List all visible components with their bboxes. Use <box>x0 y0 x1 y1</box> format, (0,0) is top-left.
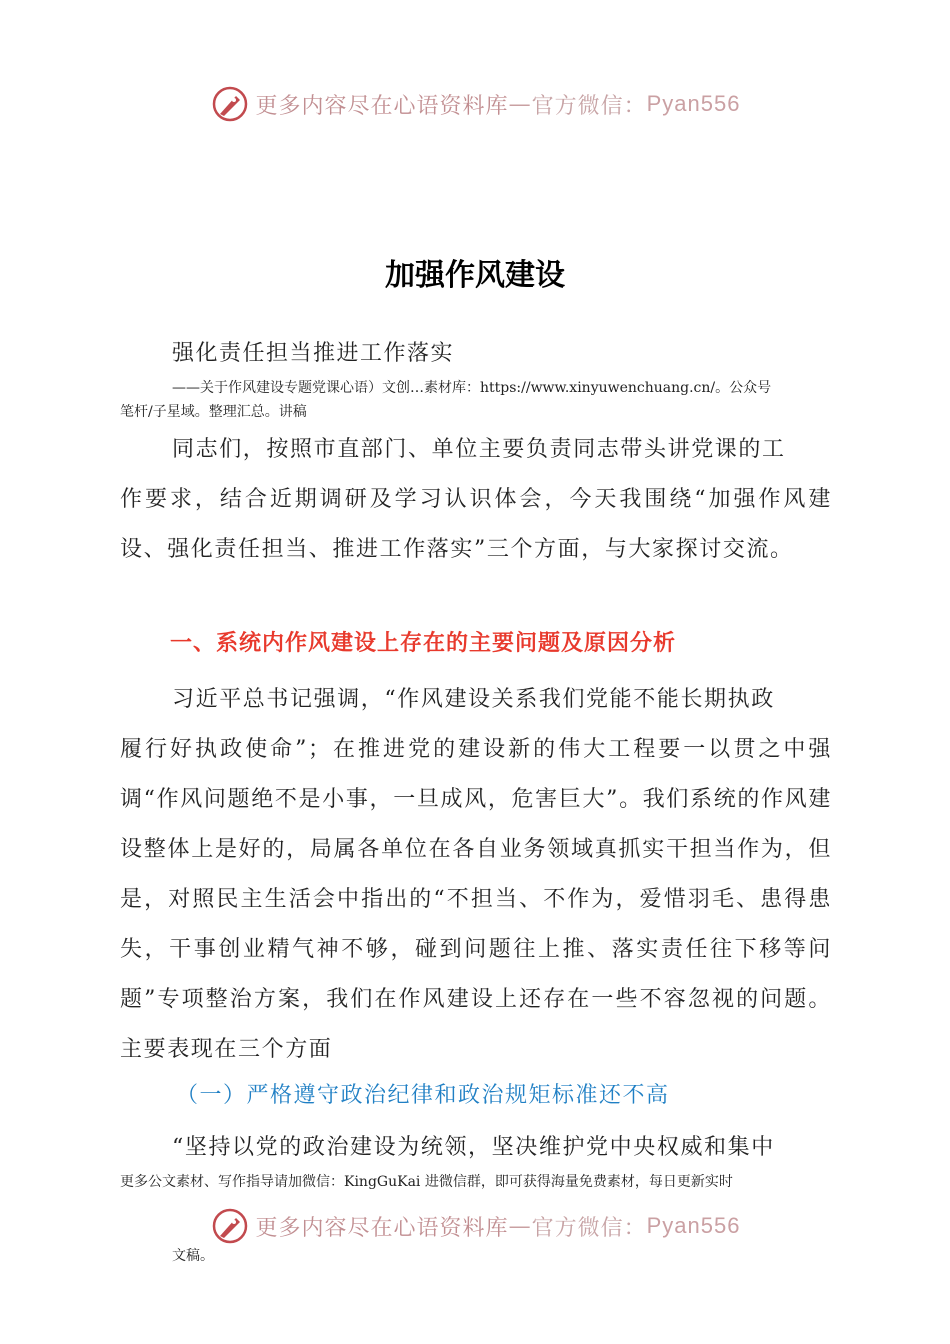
watermark-dash: — <box>508 91 532 117</box>
watermark-wechat-label: 官方微信： <box>531 1215 647 1241</box>
intro-paragraph-first-line: 同志们，按照市直部门、单位主要负责同志带头讲党课的工 <box>172 437 786 462</box>
pen-nib-logo-icon <box>210 1206 250 1246</box>
watermark-banner-bottom <box>0 1206 950 1246</box>
source-note-line2: 笔杆/子星域。整理汇总。讲稿 <box>120 404 307 420</box>
subsection1-paragraph-first-line: “坚持以党的政治建设为统领，坚决维护党中央权威和集中 <box>172 1135 775 1160</box>
subsection-heading-1: （一）严格遵守政治纪律和政治规矩标准还不高 <box>176 1083 670 1108</box>
source-note-line1: ——关于作风建设专题党课心语）文创…素材库：https://www.xinyuwenchuang.cn/。公众号 <box>172 380 772 396</box>
section-heading-1: 一、系统内作风建设上存在的主要问题及原因分析 <box>170 631 677 656</box>
source-note <box>120 376 832 424</box>
watermark-wechat-id: Pyan556 <box>646 91 741 116</box>
section1-paragraph-first-line: 习近平总书记强调，“作风建设关系我们党能不能长期执政 <box>172 687 775 712</box>
pen-nib-logo-icon <box>210 84 250 124</box>
document-title: 加强作风建设 <box>385 258 565 293</box>
footer-note-line1: 更多公文素材、写作指导请加微信：KingGuKai 进微信群，即可获得海量免费素材，每日更新实时 <box>120 1174 733 1190</box>
watermark-site-text: 更多内容尽在心语资料库 <box>255 93 509 119</box>
watermark-site-text: 更多内容尽在心语资料库 <box>255 1215 509 1241</box>
watermark-banner-top <box>0 84 950 124</box>
watermark-wechat-label: 官方微信： <box>531 93 647 119</box>
section1-paragraph <box>120 675 832 1075</box>
section1-paragraph-rest: 履行好执政使命”；在推进党的建设新的伟大工程要一以贯之中强调“作风问题绝不是小事，一旦成风，危害巨大”。我们系统的作风建设整体上是好的，局属各单位在各自业务领域真抓实干担当作为，但是，对照民主生活会中指出的“不担当、不作为，爱惜羽毛、患得患失，干事创业精气神不够，碰到问题往上推、落实责任往下移等问题”专项整治方案，我们在作风建设上还存在一些不容忽视的问题。主要表现在三个方面 <box>120 737 832 1062</box>
watermark-dash: — <box>508 1213 532 1239</box>
footer-note-line2: 文稿。 <box>172 1248 214 1264</box>
watermark-wechat-id: Pyan556 <box>646 1213 741 1238</box>
subsection1-paragraph <box>120 1123 832 1173</box>
footer-note <box>120 1170 832 1194</box>
intro-paragraph <box>120 425 832 575</box>
intro-paragraph-rest: 作要求，结合近期调研及学习认识体会，今天我围绕“加强作风建设、强化责任担当、推进工作落实”三个方面，与大家探讨交流。 <box>120 487 832 562</box>
document-subtitle: 强化责任担当推进工作落实 <box>172 341 455 366</box>
